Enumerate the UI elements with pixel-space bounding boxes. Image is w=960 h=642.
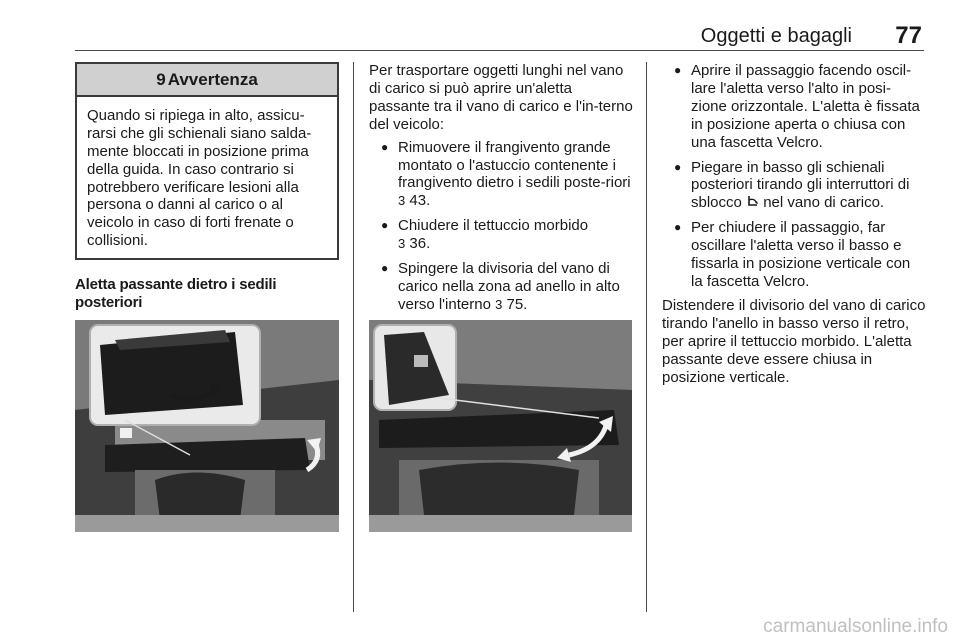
section-title: Oggetti e bagagli (700, 25, 852, 47)
instruction-list (662, 62, 926, 291)
column-3 (662, 62, 926, 386)
warning-heading (77, 64, 337, 97)
watermark: carmanualsonline.info (763, 616, 948, 637)
list-item: ● Per chiudere il passaggio, far oscillare l'aletta verso il basso e fissarla in posizione verticale con la fascetta Velcro. (662, 219, 926, 291)
seat-release-icon (746, 195, 759, 209)
page-ref: 36. (409, 235, 431, 253)
warning-box (75, 62, 339, 260)
page-ref-arrow-icon: 3 (398, 236, 406, 252)
page-ref-arrow-icon: 3 (398, 193, 406, 209)
page-ref: 43. (409, 192, 431, 210)
page-ref-arrow-icon: 3 (495, 296, 503, 312)
column-2 (369, 62, 634, 321)
cargo-divider-photo (369, 320, 632, 532)
intro-paragraph: Per trasportare oggetti lunghi nel vano di carico si può aprire un'aletta passante tra il vano di carico e l'in-terno del veicolo: (369, 62, 633, 133)
closing-paragraph: Distendere il divisorio del vano di carico tirando l'anello in basso verso il retro, per aprire il tettuccio morbido. L'aletta passante deve essere chiusa in posizione verticale. (662, 296, 926, 386)
warning-body: Quando si ripiega in alto, assicu-rarsi che gli schienali siano salda-mente bloccati in posizione prima della guida. In caso contrario si potrebbero verificare lesioni alla persona o danni al carico o al veicolo in caso di forti frenate o collisioni. (87, 106, 312, 250)
page-number: 77 (895, 22, 922, 49)
column-divider (646, 62, 647, 612)
column-divider (353, 62, 354, 612)
list-item: ● Piegare in basso gli schienali posteriori tirando gli interruttori di sblocco nel vano di carico. (662, 159, 926, 213)
list-item: ● Chiudere il tettuccio morbido 3 36. (369, 217, 634, 253)
list-item: ● Rimuovere il frangivento grande montato o l'astuccio contenente i frangivento dietro i sedili poste-riori 3 43. (369, 139, 634, 211)
warning-triangle-icon: 9 (156, 70, 166, 89)
pass-through-flap-photo (75, 320, 339, 532)
list-item: ● Aprire il passaggio facendo oscil-lare l'aletta verso l'alto in posi-zione orizzontale. L'aletta è fissata in posizione aperta o chiusa con una fascetta Velcro. (662, 62, 926, 152)
warning-heading-text: Avvertenza (167, 70, 258, 89)
page-header (75, 0, 924, 51)
list-item: ● Spingere la divisoria del vano di carico nella zona ad anello in alto verso l'interno 3 75. (369, 260, 634, 314)
page-ref: 75. (506, 295, 528, 313)
section-heading: Aletta passante dietro i sedili posteriori (75, 276, 277, 312)
instruction-list (369, 139, 634, 314)
column-1 (75, 62, 339, 312)
